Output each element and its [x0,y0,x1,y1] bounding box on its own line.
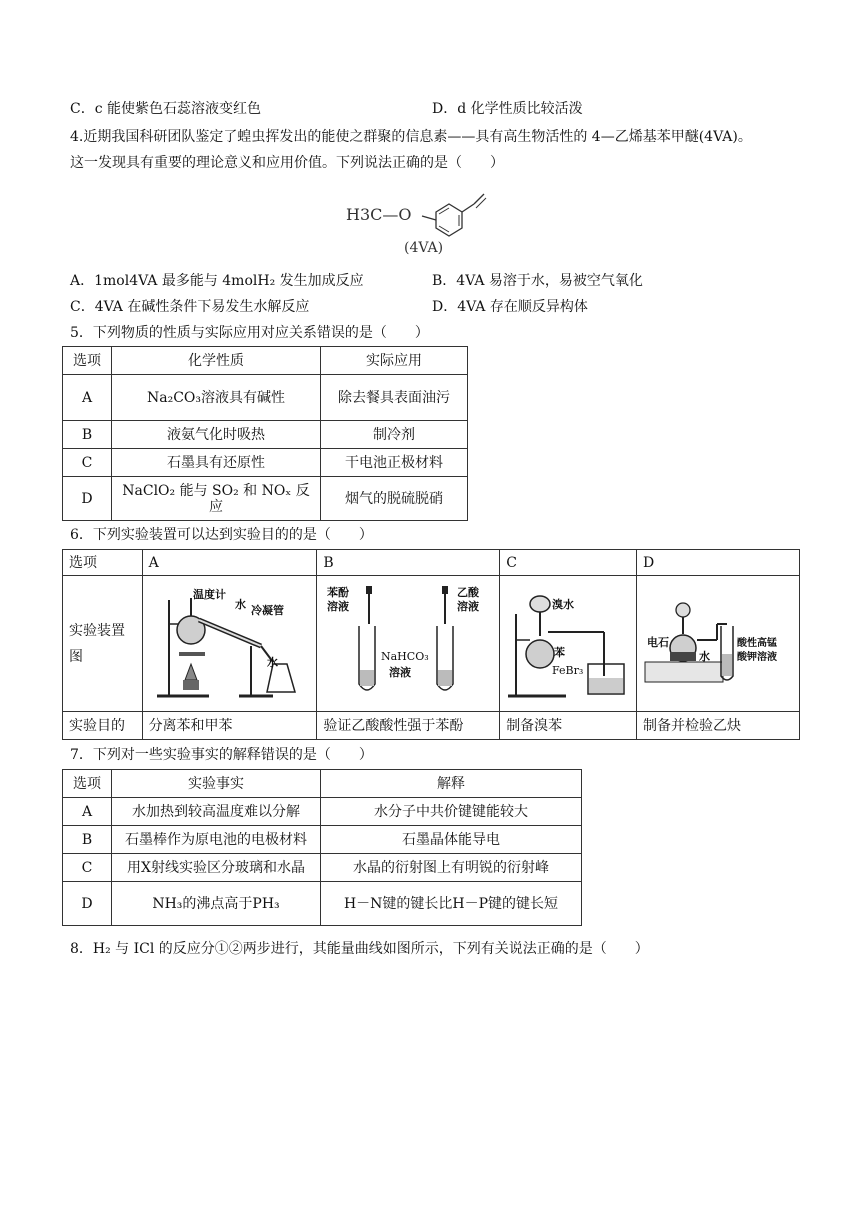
svg-text:水: 水 [699,649,710,663]
q6-purpose-d: 制备并检验乙炔 [637,712,800,740]
q6-stem: 6．下列实验装置可以达到实验目的的是（ ） [70,527,373,543]
acid-strength-test-figure [323,584,491,704]
q7-row-d-explanation: H－N键的键长比H－P键的键长短 [321,882,582,926]
svg-text:溶液: 溶液 [457,599,480,613]
q4-option-d: D．4VA 存在顺反异构体 [432,299,588,315]
q5-table [62,346,468,521]
q5-row-c-property: 石墨具有还原性 [112,449,321,477]
q5-row-a-application: 除去餐具表面油污 [321,375,468,421]
q5-row-b-option: B [63,421,112,449]
q6-header-c: C [500,550,637,576]
svg-text:溴水: 溴水 [552,597,575,611]
q7-row-c-fact: 用X射线实验区分玻璃和水晶 [112,854,321,882]
svg-text:酸性高锰: 酸性高锰 [737,637,777,649]
q5-header-application: 实际应用 [321,347,468,375]
structure-left-text: H3C—O [346,205,412,224]
q6-table [62,549,800,740]
q6-apparatus-c-cell [500,576,637,712]
q5-header-property: 化学性质 [112,347,321,375]
q4-option-a: A．1mol4VA 最多能与 4molH₂ 发生加成反应 [70,273,364,289]
q7-table [62,769,582,926]
q6-purpose-b: 验证乙酸酸性强于苯酚 [317,712,500,740]
q6-header-a: A [142,550,317,576]
q7-row-a-fact: 水加热到较高温度难以分解 [112,798,321,826]
svg-text:冷凝管: 冷凝管 [250,603,284,617]
svg-text:水: 水 [234,597,246,611]
q7-row-b-explanation: 石墨晶体能导电 [321,826,582,854]
q7-header-fact: 实验事实 [112,770,321,798]
q7-row-b-fact: 石墨棒作为原电池的电极材料 [112,826,321,854]
q5-row-a-property: Na₂CO₃溶液具有碱性 [112,375,321,421]
q5-row-b-application: 制冷剂 [321,421,468,449]
q7-row-d-fact: NH₃的沸点高于PH₃ [112,882,321,926]
q6-header-option: 选项 [63,550,143,576]
q7-stem: 7．下列对一些实验事实的解释错误的是（ ） [70,747,373,763]
q6-apparatus-label: 实验装置图 [63,576,143,712]
q4-stem-line2: 这一发现具有重要的理论意义和应用价值。下列说法正确的是（ ） [70,155,504,171]
svg-text:苯: 苯 [554,645,566,659]
q7-header-explanation: 解释 [321,770,582,798]
svg-text:溶液: 溶液 [327,599,350,613]
q3-option-d: D．d 化学性质比较活泼 [432,101,583,117]
q4-structure-figure [340,186,530,258]
q5-row-a-option: A [63,375,112,421]
svg-text:温度计: 温度计 [192,587,226,601]
q7-row-b-option: B [63,826,112,854]
svg-text:NaHCO₃: NaHCO₃ [381,649,429,663]
svg-text:FeBr₃: FeBr₃ [552,663,584,677]
q6-purpose-a: 分离苯和甲苯 [142,712,317,740]
svg-text:溶液: 溶液 [389,665,412,679]
q6-apparatus-a-cell [142,576,317,712]
bromobenzene-apparatus-figure [506,584,628,704]
svg-text:酸钾溶液: 酸钾溶液 [737,651,777,663]
svg-text:乙酸: 乙酸 [457,585,480,599]
q6-header-d: D [637,550,800,576]
q5-row-d-application: 烟气的脱硫脱硝 [321,477,468,521]
acetylene-apparatus-figure [643,584,793,704]
svg-text:水: 水 [266,655,278,669]
q5-row-d-property: NaClO₂ 能与 SO₂ 和 NOₓ 反应 [112,477,321,521]
q6-purpose-c: 制备溴苯 [500,712,637,740]
q6-apparatus-d-cell [637,576,800,712]
q7-row-c-option: C [63,854,112,882]
q6-purpose-label: 实验目的 [63,712,143,740]
structure-label: (4VA) [404,240,444,256]
q6-apparatus-b-cell [317,576,500,712]
q7-row-d-option: D [63,882,112,926]
q3-option-c: C．c 能使紫色石蕊溶液变红色 [70,101,262,117]
q4-option-b: B．4VA 易溶于水，易被空气氧化 [432,273,643,289]
q7-row-c-explanation: 水晶的衍射图上有明锐的衍射峰 [321,854,582,882]
q5-row-d-option: D [63,477,112,521]
q5-header-option: 选项 [63,347,112,375]
q4-option-c: C．4VA 在碱性条件下易发生水解反应 [70,299,310,315]
q5-stem: 5．下列物质的性质与实际应用对应关系错误的是（ ） [70,325,429,341]
q5-row-c-option: C [63,449,112,477]
q5-row-b-property: 液氨气化时吸热 [112,421,321,449]
q7-row-a-option: A [63,798,112,826]
q4-stem-line1: 4.近期我国科研团队鉴定了蝗虫挥发出的能使之群聚的信息素——具有高生物活性的 4—乙烯基苯甲醚(4VA)。 [70,129,752,145]
q5-row-c-application: 干电池正极材料 [321,449,468,477]
q7-header-option: 选项 [63,770,112,798]
distillation-apparatus-figure [149,584,309,704]
svg-text:电石: 电石 [647,635,669,649]
q6-header-b: B [317,550,500,576]
svg-text:苯酚: 苯酚 [327,585,350,599]
q8-stem: 8．H₂ 与 ICl 的反应分①②两步进行，其能量曲线如图所示，下列有关说法正确的是（ ） [70,941,649,957]
q7-row-a-explanation: 水分子中共价键键能较大 [321,798,582,826]
